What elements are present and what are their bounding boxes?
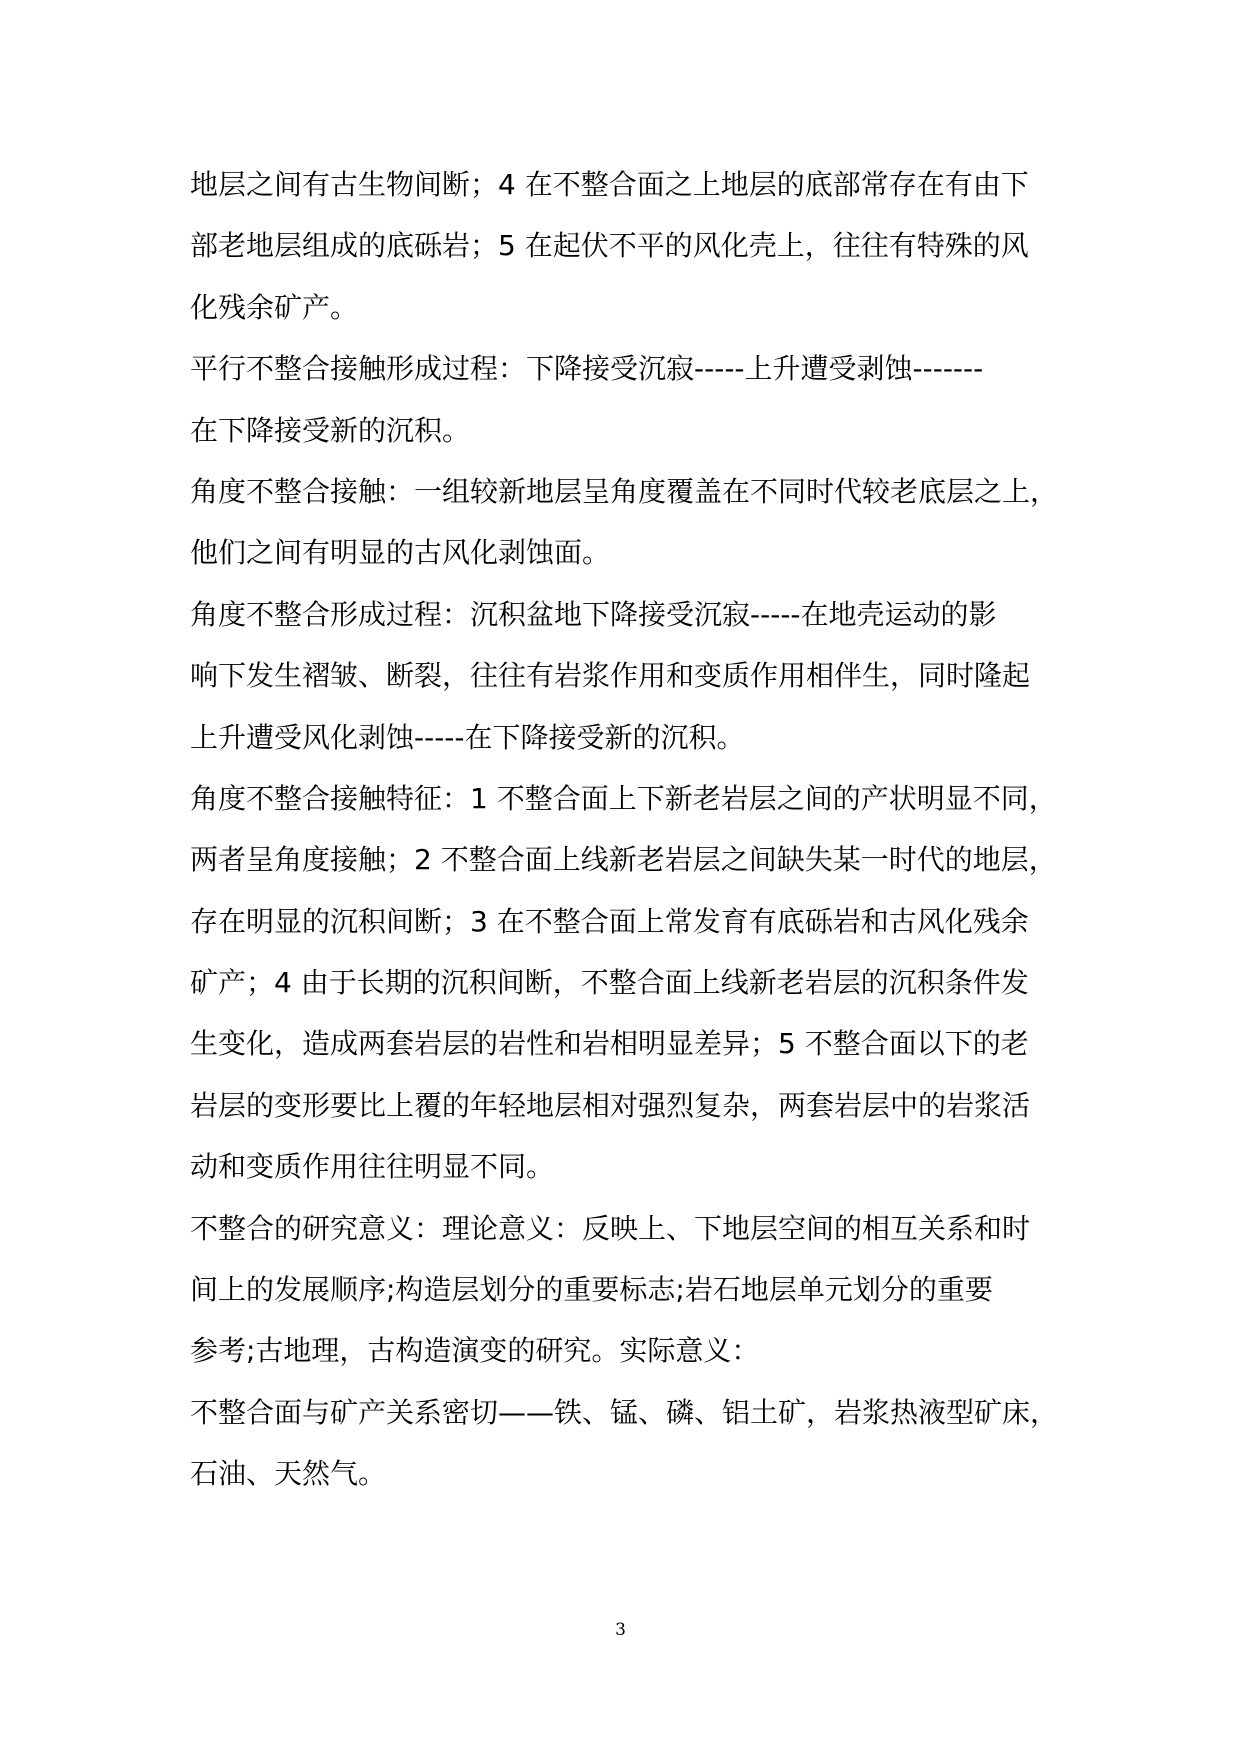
body-text xyxy=(190,154,1060,1505)
text-line: 动和变质作用往往明显不同。 xyxy=(190,1150,555,1184)
text-line: 地层之间有古生物间断；4 在不整合面之上地层的底部常存在有由下 xyxy=(190,168,1029,201)
text-line: 矿产；4 由于长期的沉积间断，不整合面上线新老岩层的沉积条件发 xyxy=(190,966,1029,1000)
page-number: 3 xyxy=(615,1620,626,1640)
text-line: 响下发生褶皱、断裂，往往有岩浆作用和变质作用相伴生，同时隆起 xyxy=(190,659,1031,693)
text-line: 不整合的研究意义：理论意义：反映上、下地层空间的相互关系和时 xyxy=(190,1211,1031,1245)
text-line: 在下降接受新的沉积。 xyxy=(190,413,471,447)
text-line: 他们之间有明显的古风化剥蚀面。 xyxy=(190,536,611,570)
text-line: 石油、天然气。 xyxy=(190,1457,387,1491)
text-line: 两者呈角度接触；2 不整合面上线新老岩层之间缺失某一时代的地层， xyxy=(190,843,1057,877)
text-line: 存在明显的沉积间断；3 在不整合面上常发育有底砾岩和古风化残余 xyxy=(190,904,1029,938)
text-line: 岩层的变形要比上覆的年轻地层相对强烈复杂，两套岩层中的岩浆活 xyxy=(190,1088,1031,1122)
text-line: 角度不整合形成过程：沉积盆地下降接受沉寂-----在地壳运动的影 xyxy=(190,597,997,631)
text-line: 角度不整合接触：一组较新地层呈角度覆盖在不同时代较老底层之上， xyxy=(190,474,1059,508)
text-line: 上升遭受风化剥蚀-----在下降接受新的沉积。 xyxy=(190,720,745,754)
text-line: 角度不整合接触特征：1 不整合面上下新老岩层之间的产状明显不同， xyxy=(190,781,1057,815)
text-line: 参考;古地理，古构造演变的研究。实际意义： xyxy=(190,1334,760,1368)
text-line: 生变化，造成两套岩层的岩性和岩相明显差异；5 不整合面以下的老 xyxy=(190,1027,1029,1061)
text-line: 平行不整合接触形成过程：下降接受沉寂-----上升遭受剥蚀------- xyxy=(190,352,984,386)
text-line: 不整合面与矿产关系密切——铁、锰、磷、铝土矿，岩浆热液型矿床， xyxy=(190,1395,1059,1429)
text-line: 间上的发展顺序;构造层划分的重要标志;岩石地层单元划分的重要 xyxy=(190,1273,993,1307)
text-line: 化残余矿产。 xyxy=(190,290,359,324)
text-line: 部老地层组成的底砾岩；5 在起伏不平的风化壳上，往往有特殊的风 xyxy=(190,229,1029,263)
